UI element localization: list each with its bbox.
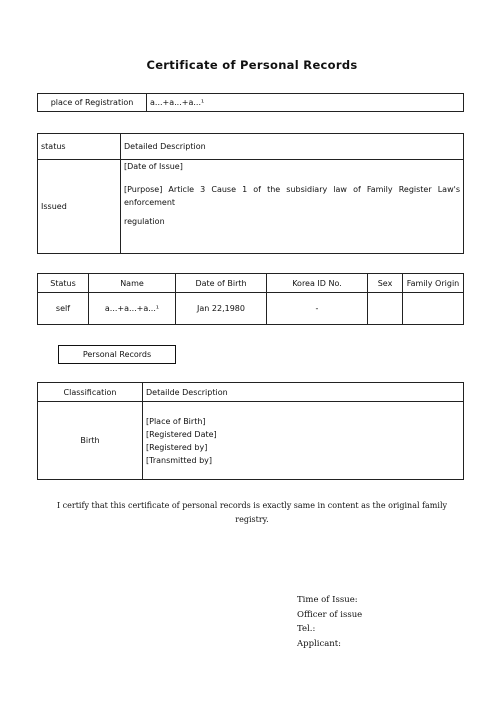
family-cell-name: a...+a...+a...¹ <box>89 293 176 325</box>
family-cell-dob: Jan 22,1980 <box>176 293 267 325</box>
records-table <box>37 382 464 480</box>
certification-statement: I certify that this certificate of personal records is exactly same in content as the original family registry. <box>56 501 448 524</box>
registered-date: [Registered Date] <box>146 429 217 439</box>
description-header: Detailed Description <box>121 134 464 160</box>
family-header-sex: Sex <box>368 274 403 293</box>
date-of-issue: [Date of Issue] <box>124 162 183 171</box>
family-header-status: Status <box>38 274 89 293</box>
family-header-origin: Family Origin <box>403 274 464 293</box>
family-cell-sex <box>368 293 403 325</box>
status-issued: Issued <box>38 160 121 254</box>
birth-details <box>143 402 464 480</box>
place-of-birth: [Place of Birth] <box>146 416 206 426</box>
transmitted-by: [Transmitted by] <box>146 455 213 465</box>
officer-of-issue: Officer of issue <box>297 609 363 620</box>
status-header: status <box>38 134 121 160</box>
registration-value: a...+a...+a...¹ <box>147 94 464 112</box>
regulation-text: regulation <box>124 217 165 226</box>
page-title: Certificate of Personal Records <box>146 58 358 72</box>
purpose-text: [Purpose] Article 3 Cause 1 of the subsidiary law of Family Register Law's enforcement <box>124 185 460 207</box>
registered-by: [Registered by] <box>146 442 208 452</box>
status-table <box>37 133 464 254</box>
time-of-issue: Time of Issue: <box>297 595 358 605</box>
family-header-id: Korea ID No. <box>267 274 368 293</box>
classification-birth: Birth <box>38 402 143 480</box>
family-cell-status: self <box>38 293 89 325</box>
status-description <box>121 160 464 254</box>
family-table <box>37 273 464 325</box>
applicant: Applicant: <box>297 638 342 649</box>
registration-label: place of Registration <box>38 94 147 112</box>
family-cell-origin <box>403 293 464 325</box>
family-header-name: Name <box>89 274 176 293</box>
registration-table <box>37 93 464 112</box>
personal-records-label: Personal Records <box>58 345 176 364</box>
family-header-dob: Date of Birth <box>176 274 267 293</box>
signature-block <box>297 593 362 651</box>
family-cell-id: - <box>267 293 368 325</box>
detail-header: Detailde Description <box>143 383 464 402</box>
classification-header: Classification <box>38 383 143 402</box>
tel: Tel.: <box>297 624 316 634</box>
